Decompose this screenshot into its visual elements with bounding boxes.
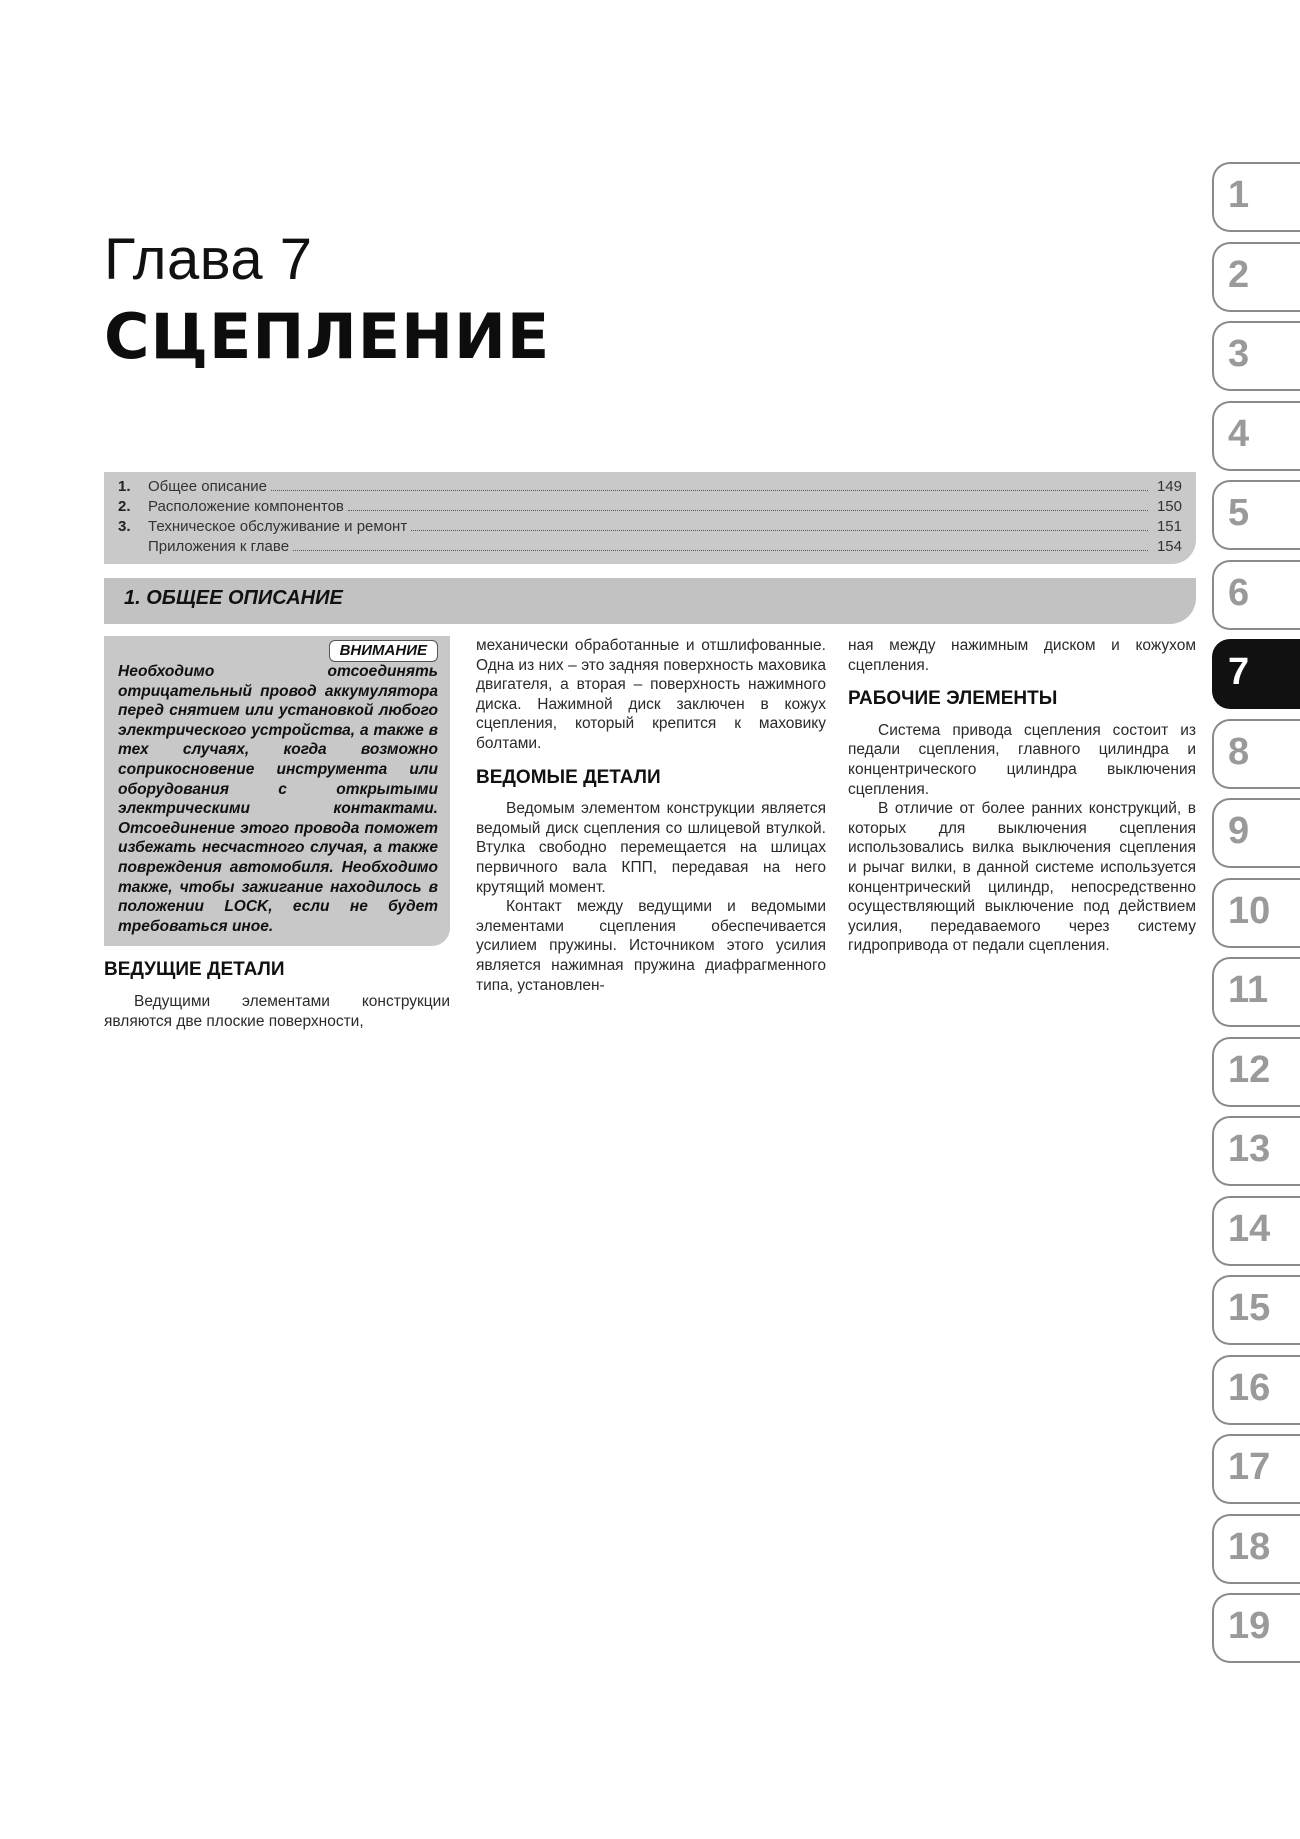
toc-number: 1. bbox=[118, 478, 131, 495]
toc-row[interactable] bbox=[118, 478, 1182, 498]
chapter-tab-14[interactable]: 14 bbox=[1212, 1196, 1300, 1266]
toc-page: 154 bbox=[1156, 538, 1182, 555]
chapter-tab-15[interactable]: 15 bbox=[1212, 1275, 1300, 1345]
paragraph: ная между нажимным диском и кожухом сцепления. bbox=[848, 637, 1196, 674]
chapter-tab-1[interactable]: 1 bbox=[1212, 162, 1300, 232]
subheading-driven-parts: ВЕДОМЫЕ ДЕТАЛИ bbox=[476, 766, 661, 788]
chapter-tab-3[interactable]: 3 bbox=[1212, 321, 1300, 391]
table-of-contents bbox=[104, 472, 1196, 564]
chapter-tab-18[interactable]: 18 bbox=[1212, 1514, 1300, 1584]
chapter-tab-13[interactable]: 13 bbox=[1212, 1116, 1300, 1186]
chapter-tab-16[interactable]: 16 bbox=[1212, 1355, 1300, 1425]
warning-box bbox=[104, 636, 450, 946]
toc-row[interactable] bbox=[118, 498, 1182, 518]
paragraph: механически обработанные и отшлифованные. Одна из них – это задняя поверхность маховика двигателя, а вторая – поверхность нажимного диска. Нажимной диск заключен в кожух сцепления, который крепится к маховику болтами. bbox=[476, 637, 826, 752]
chapter-tabs bbox=[1212, 162, 1300, 1673]
toc-row[interactable] bbox=[118, 538, 1182, 558]
toc-leader bbox=[293, 539, 1148, 551]
paragraph: Контакт между ведущими и ведомыми элементами сцепления обеспечивается усилием пружины. Источником этого усилия является нажимная пружина диафрагменного типа, установлен- bbox=[476, 898, 826, 994]
toc-leader bbox=[348, 499, 1148, 511]
chapter-tab-19[interactable]: 19 bbox=[1212, 1593, 1300, 1663]
text-column-3 bbox=[848, 636, 1196, 956]
toc-label: Расположение компонентов bbox=[148, 498, 344, 515]
paragraph: Система привода сцепления состоит из педали сцепления, главного цилиндра и концентрического цилиндра выключения сцепления. bbox=[848, 721, 1196, 798]
paragraph: Ведомым элементом конструкции является ведомый диск сцепления со шлицевой втулкой. Втулка свободно перемещается на шлицах первичного вала КПП, передавая на него крутящий момент. bbox=[476, 800, 826, 896]
chapter-tab-2[interactable]: 2 bbox=[1212, 242, 1300, 312]
paragraph: В отличие от более ранних конструкций, в которых для выключения сцепления использовались вилка выключения сцепления и рычаг вилки, в данной системе используется концентрический цилиндр, непосредственно осуществляющий выключение под действием усилия, передаваемого через систему гидропривода от педали сцепления. bbox=[848, 800, 1196, 955]
toc-leader bbox=[271, 479, 1148, 491]
chapter-tab-5[interactable]: 5 bbox=[1212, 480, 1300, 550]
toc-page: 149 bbox=[1156, 478, 1182, 495]
chapter-tab-10[interactable]: 10 bbox=[1212, 878, 1300, 948]
paragraph: Ведущими элементами конструкции являются две плоские поверхности, bbox=[104, 992, 450, 1030]
chapter-tab-9[interactable]: 9 bbox=[1212, 798, 1300, 868]
toc-page: 151 bbox=[1156, 518, 1182, 535]
chapter-tab-4[interactable]: 4 bbox=[1212, 401, 1300, 471]
text-column-1 bbox=[104, 636, 450, 1031]
toc-label: Приложения к главе bbox=[148, 538, 290, 555]
section-header: 1. ОБЩЕЕ ОПИСАНИЕ bbox=[104, 578, 1196, 624]
subheading-working-elements: РАБОЧИЕ ЭЛЕМЕНТЫ bbox=[848, 688, 1058, 710]
subheading-driving-parts: ВЕДУЩИЕ ДЕТАЛИ bbox=[104, 959, 285, 981]
toc-leader bbox=[411, 519, 1148, 531]
warning-text: Необходимо отсоединять отрицательный провод аккумулятора перед снятием или установкой любого электрического устройства, а также в тех случаях, когда возможно соприкосновение инструмента или оборудования с открытыми электрическими контактами. Отсоединение этого провода поможет избежать несчастного случая, а также повреждения автомобиля. Необходимо также, чтобы зажигание находилось в положении LOCK, если не будет требоваться иное. bbox=[118, 663, 438, 935]
toc-number: 2. bbox=[118, 498, 131, 515]
text-column-2 bbox=[476, 636, 826, 995]
chapter-tab-11[interactable]: 11 bbox=[1212, 957, 1300, 1027]
toc-page: 150 bbox=[1156, 498, 1182, 515]
chapter-tab-7[interactable]: 7 bbox=[1212, 639, 1300, 709]
chapter-title: СЦЕПЛЕНИЕ bbox=[104, 300, 551, 373]
toc-row[interactable] bbox=[118, 518, 1182, 538]
toc-number: 3. bbox=[118, 518, 131, 535]
chapter-tab-6[interactable]: 6 bbox=[1212, 560, 1300, 630]
warning-tag: ВНИМАНИЕ bbox=[329, 640, 438, 662]
chapter-label: Глава 7 bbox=[104, 227, 313, 292]
toc-label: Общее описание bbox=[148, 478, 267, 495]
chapter-tab-12[interactable]: 12 bbox=[1212, 1037, 1300, 1107]
toc-label: Техническое обслуживание и ремонт bbox=[148, 518, 408, 535]
chapter-tab-8[interactable]: 8 bbox=[1212, 719, 1300, 789]
chapter-tab-17[interactable]: 17 bbox=[1212, 1434, 1300, 1504]
